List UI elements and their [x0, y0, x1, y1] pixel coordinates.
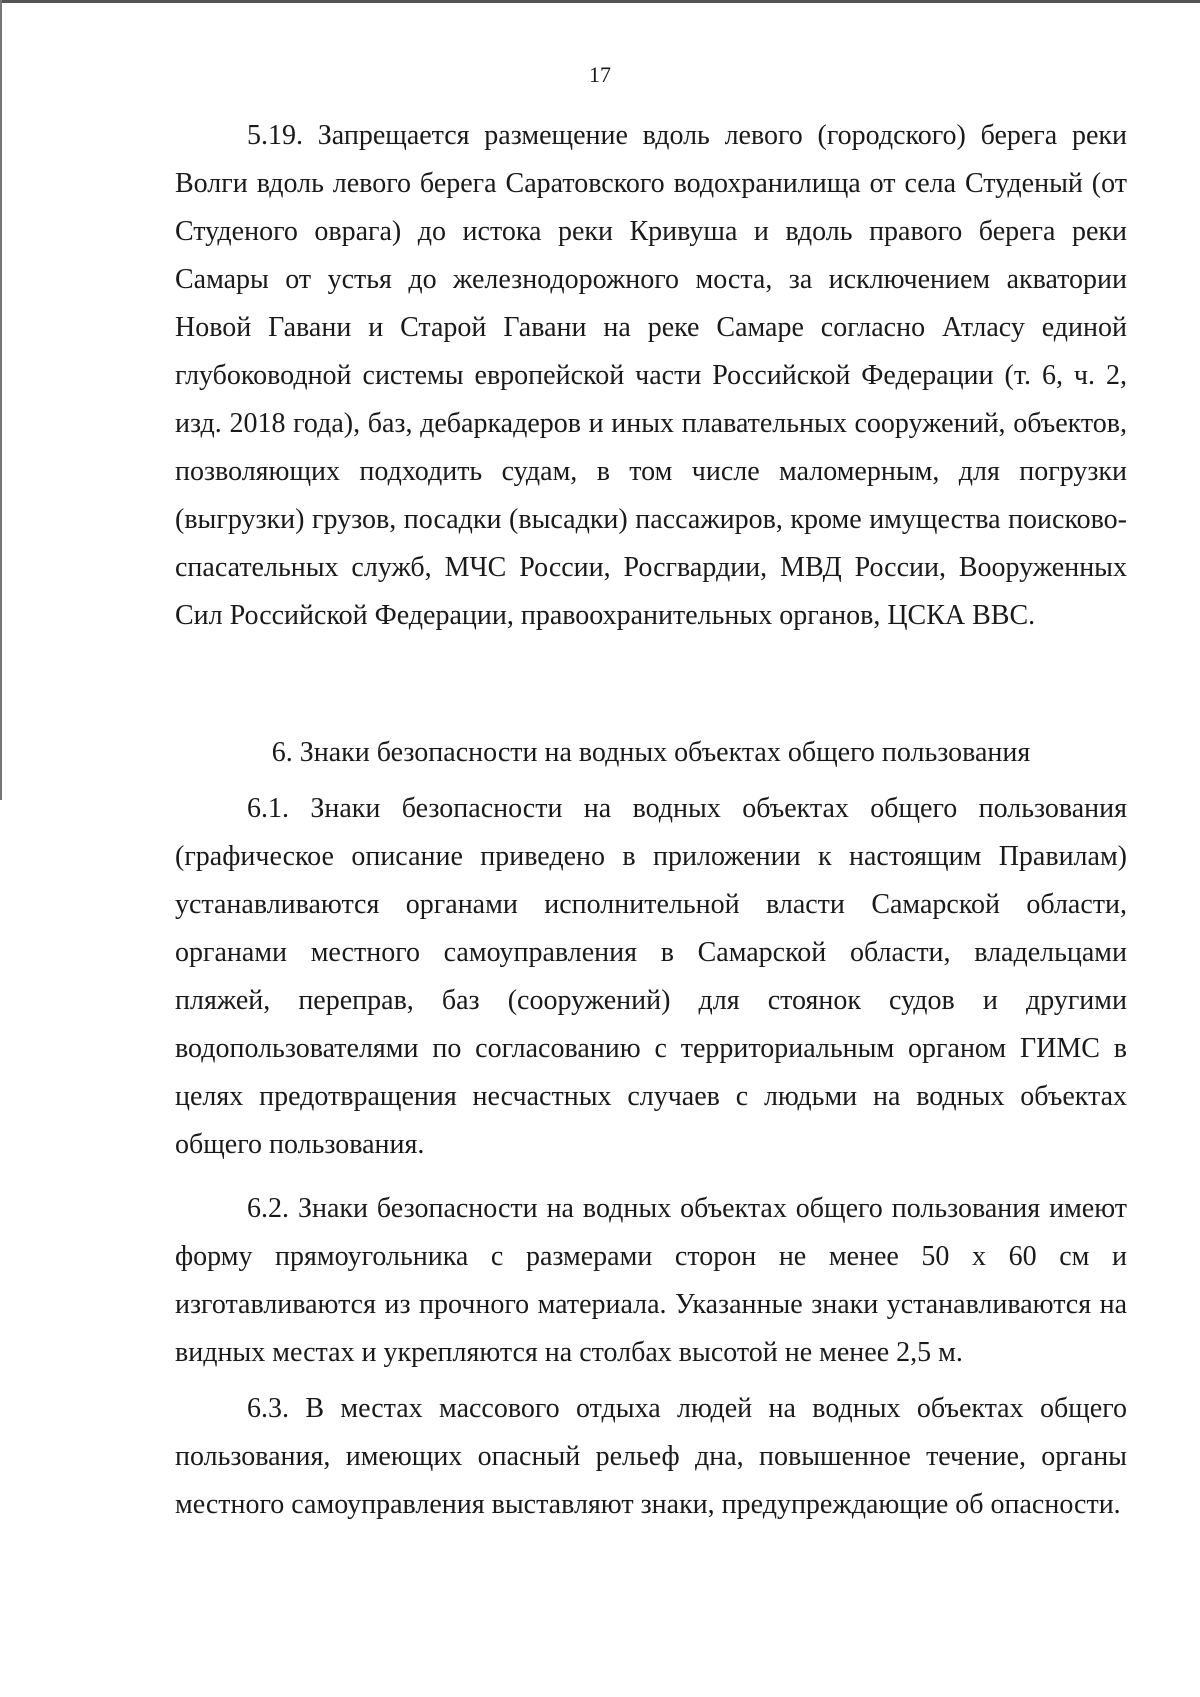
scan-edge-left [0, 0, 2, 800]
section-heading-6: 6. Знаки безопасности на водных объектах общего пользования [271, 737, 1031, 768]
paragraph-6-1 [175, 785, 1127, 1169]
paragraph-text: 6.1. Знаки безопасности на водных объектах общего пользования (графическое описание приведено в приложении к настоящим Правилам) устанавливаются органами исполнительной власти Самарской области, органами местного самоуправления в Самарской области, владельцами пляжей, переправ, баз (сооружений) для стоянок судов и другими водопользователями по согласованию с территориальным органом ГИМС в целях предотвращения несчастных случаев с людьми на водных объектах общего пользования. [175, 793, 1127, 1160]
paragraph-6-2 [175, 1185, 1127, 1377]
paragraph-text: 5.19. Запрещается размещение вдоль левого (городского) берега реки Волги вдоль левого берега Саратовского водохранилища от села Студеный (от Студеного оврага) до истока реки Кривуша и вдоль правого берега реки Самары от устья до железнодорожного моста, за исключением акватории Новой Гавани и Старой Гавани на реке Самаре согласно Атласу единой глубоководной системы европейской части Российской Федерации (т. 6, ч. 2, изд. 2018 года), баз, дебаркадеров и иных плавательных сооружений, объектов, позволяющих подходить судам, в том числе маломерным, для погрузки (выгрузки) грузов, посадки (высадки) пассажиров, кроме имущества поисково-спасательных служб, МЧС России, Росгвардии, МВД России, Вооруженных Сил Российской Федерации, правоохранительных органов, ЦСКА ВВС. [175, 120, 1127, 631]
scan-edge-top [0, 0, 1200, 3]
paragraph-text: 6.3. В местах массового отдыха людей на водных объектах общего пользования, имеющих опасный рельеф дна, повышенное течение, органы местного самоуправления выставляют знаки, предупреждающие об опасности. [175, 1393, 1127, 1520]
paragraph-5-19 [175, 112, 1127, 640]
page-number: 17 [589, 62, 611, 87]
paragraph-text: 6.2. Знаки безопасности на водных объектах общего пользования имеют форму прямоугольника с размерами сторон не менее 50 х 60 см и изготавливаются из прочного материала. Указанные знаки устанавливаются на видных местах и укрепляются на столбах высотой не менее 2,5 м. [175, 1193, 1127, 1368]
paragraph-6-3 [175, 1385, 1127, 1529]
